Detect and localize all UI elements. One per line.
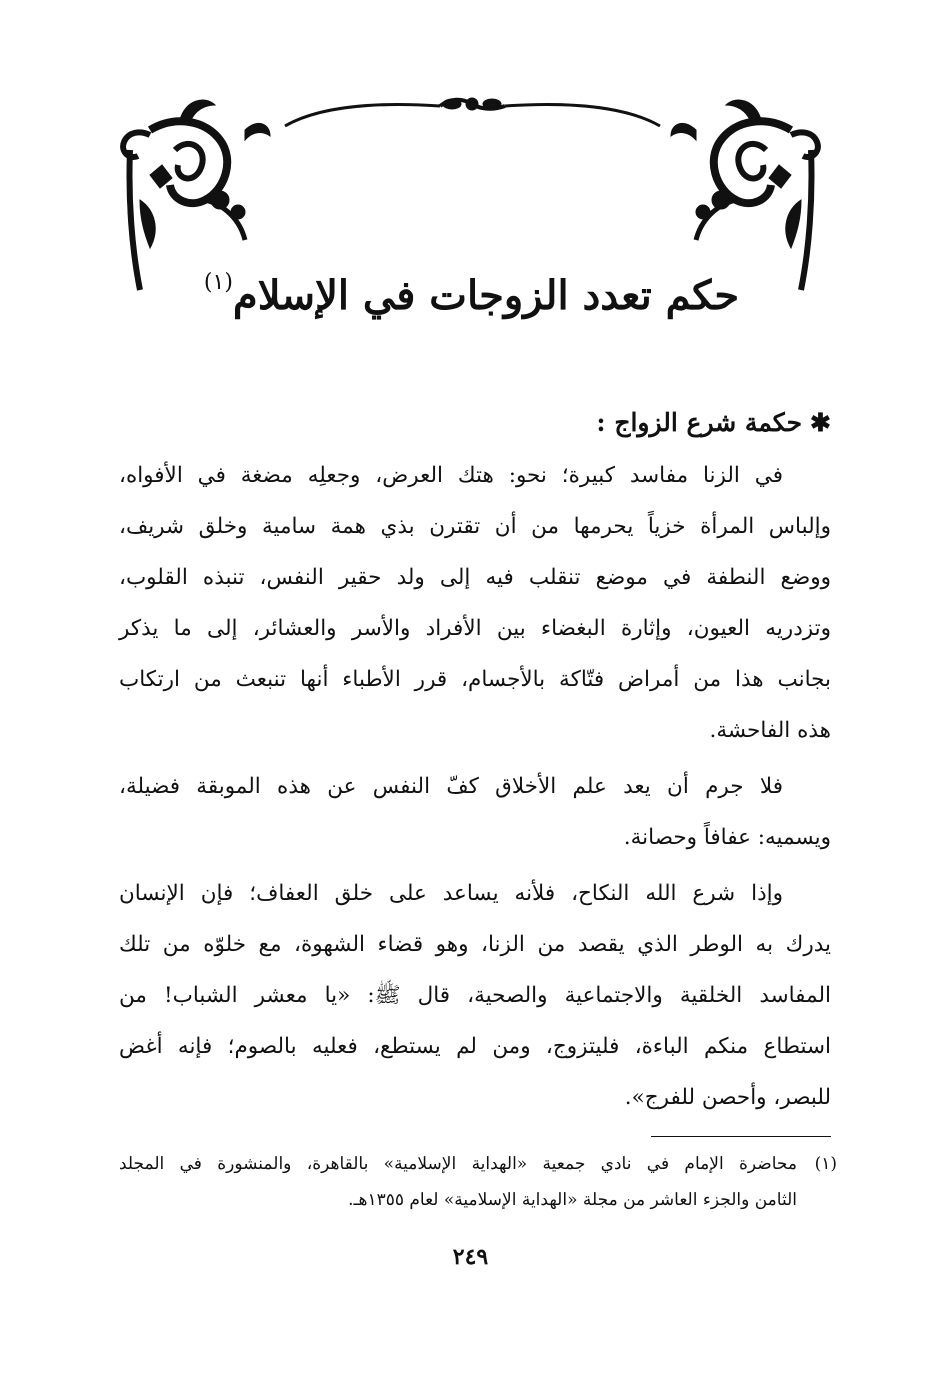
bullet-star-icon: ✱ [810,408,831,437]
text-line: استطاع منكم الباءة، فليتزوج، ومن لم يستطع، فعليه بالصوم؛ فإنه أغض [119,1034,831,1059]
swash-divider-icon [285,99,660,126]
text-line: وإلباس المرأة خزياً يحرمها من أن تقترن بذي همة سامية وخلق شريف، [119,514,831,539]
footnote-reference[interactable]: (١) [203,269,233,295]
section-heading [119,402,831,444]
text-line: هذه الفاحشة. [709,718,831,743]
chapter-title-text: حكم تعدد الزوجات في الإسلام [232,271,740,319]
paragraph [119,450,831,756]
chapter-title [200,253,741,326]
footnote-divider [651,1136,831,1137]
footnote-line: الثامن والجزء العاشر من مجلة «الهداية الإسلامية» لعام ١٣٥٥هـ. [348,1190,797,1210]
section-heading-text: حكمة شرع الزواج : [596,408,803,437]
text-line: وتزدريه العيون، وإثارة البغضاء بين الأفراد والأسر والعشائر، إلى ما يذكر [119,616,831,641]
footnote-number: (١) [814,1154,837,1174]
text-line: يدرك به الوطر الذي يقصد من الزنا، وهو قضاء الشهوة، مع خلوّه من تلك [119,932,831,957]
text-line: ويسميه: عفافاً وحصانة. [623,825,831,850]
footnotes [119,1146,837,1218]
main-text [119,402,831,1128]
text-line: وإذا شرع الله النكاح، فلأنه يساعد على خلق العفاف؛ فإن الإنسان [119,881,783,906]
text-line: ووضع النطفة في موضع تنقلب فيه إلى ولد حقير النفس، تنبذه القلوب، [119,565,832,590]
text-line: فلا جرم أن يعد علم الأخلاق كفّ النفس عن هذه الموبقة فضيلة، [119,774,783,799]
paragraph [119,868,831,1123]
text-line: بجانب هذا من أمراض فتّاكة بالأجسام، قرر الأطباء أنها تنبعث من ارتكاب [119,667,831,692]
text-line: المفاسد الخلقية والاجتماعية والصحية، قال ﷺ: «يا معشر الشباب! من [119,983,831,1008]
text-line: في الزنا مفاسد كبيرة؛ نحو: هتك العرض، وجعلِه مضغة في الأفواه، [119,463,783,488]
paragraph [119,761,831,863]
page-number: ٢٤٩ [452,1244,489,1270]
text-line: للبصر، وأحصن للفرج». [624,1085,831,1110]
footnote-text: محاضرة الإمام في نادي جمعية «الهداية الإسلامية» بالقاهرة، والمنشورة في المجلد [119,1154,797,1174]
footnote-line [119,1146,837,1182]
